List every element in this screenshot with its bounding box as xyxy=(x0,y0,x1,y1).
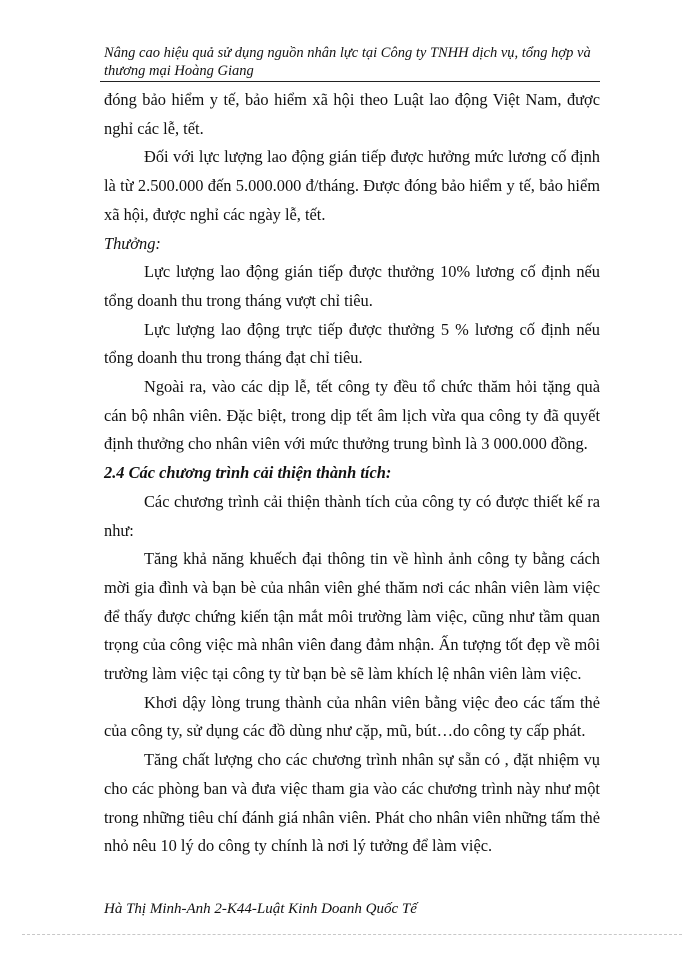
paragraph-holiday-gifts: Ngoài ra, vào các dịp lễ, tết công ty đều tổ chức thăm hỏi tặng quà cán bộ nhân viên. Đặc biệt, trong dịp tết âm lịch vừa qua công ty đã quyết định thưởng cho nhân viên với mức thưởng trung bình là 3 000.000 đồng. xyxy=(104,377,600,454)
subheading-bonus: Thưởng: xyxy=(104,233,161,253)
paragraph-indirect-bonus: Lực lượng lao động gián tiếp được thưởng 10% lương cố định nếu tổng doanh thu trong tháng vượt chỉ tiêu. xyxy=(104,262,600,310)
paragraph-loyalty: Khơi dậy lòng trung thành của nhân viên bằng việc đeo các tấm thẻ của công ty, sử dụng các đồ dùng như cặp, mũ, bút…do công ty cấp phát. xyxy=(104,692,600,741)
paragraph-programs-intro: Các chương trình cải thiện thành tích của công ty có được thiết kế ra như: xyxy=(104,491,600,540)
paragraph-hr-programs: Tăng chất lượng cho các chương trình nhân sự sẵn có , đặt nhiệm vụ cho các phòng ban và đưa việc tham gia vào các chương trình này như một trong những tiêu chí đánh giá nhân viên. Phát cho nhân viên những tấm thẻ nhỏ nêu 10 lý do công ty chính là nơi lý tưởng để làm việc. xyxy=(104,750,600,856)
section-heading-2-4: 2.4 Các chương trình cải thiện thành tích: xyxy=(104,463,392,483)
paragraph-family-visits: Tăng khả năng khuếch đại thông tin về hình ảnh công ty bằng cách mời gia đình và bạn bè của nhân viên ghé thăm nơi các nhân viên làm việc để thấy được chứng kiến tận mắt môi trường làm việc, cũng như tầm quan trọng của công việc mà nhân viên đang đảm nhận. Ấn tượng tốt đẹp về môi trường làm việc tại công ty từ bạn bè sẽ làm khích lệ nhân viên làm việc. xyxy=(104,549,600,684)
page-bottom-rule xyxy=(22,934,682,935)
paragraph-continuation: đóng bảo hiểm y tế, bảo hiểm xã hội theo Luật lao động Việt Nam, được nghỉ các lễ, tết. xyxy=(104,90,600,138)
paragraph-direct-bonus: Lực lượng lao động trực tiếp được thưởng 5 % lương cố định nếu tổng doanh thu trong tháng đạt chỉ tiêu. xyxy=(104,319,600,368)
paragraph-indirect-salary: Đối với lực lượng lao động gián tiếp được hưởng mức lương cố định là từ 2.500.000 đến 5.000.000 đ/tháng. Được đóng bảo hiểm y tế, bảo hiểm xã hội, được nghỉ các ngày lễ, tết. xyxy=(104,147,600,224)
running-footer: Hà Thị Minh-Anh 2-K44-Luật Kinh Doanh Quốc Tế xyxy=(104,901,417,917)
running-header: Nâng cao hiệu quả sử dụng nguồn nhân lực tại Công ty TNHH dịch vụ, tổng hợp và thương mại Hoàng Giang xyxy=(104,45,591,79)
header-rule xyxy=(100,81,600,82)
body-text xyxy=(104,86,600,861)
